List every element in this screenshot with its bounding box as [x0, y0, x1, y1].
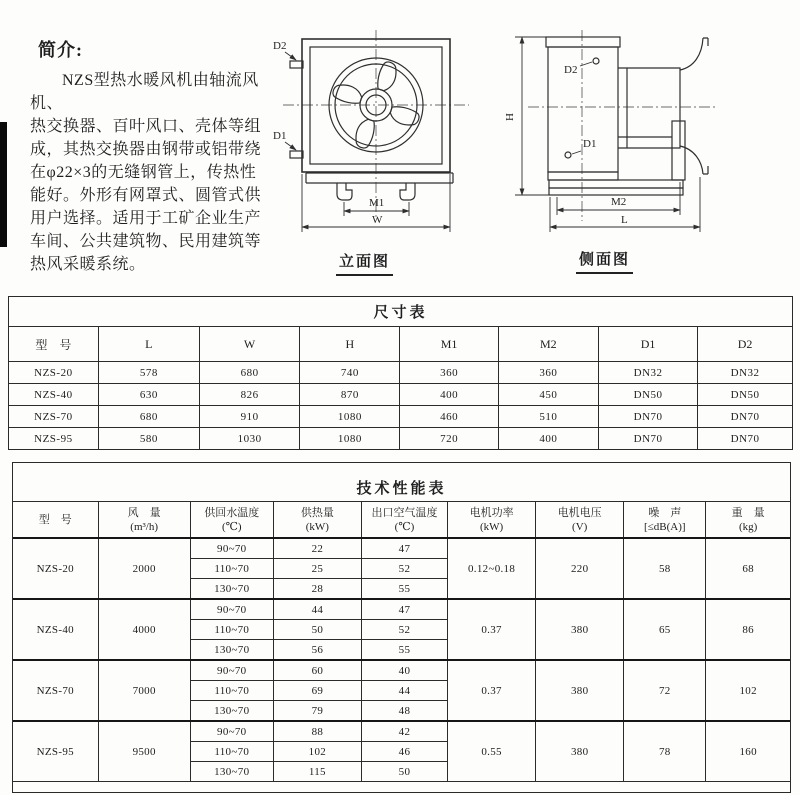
left-foot: [337, 183, 352, 200]
heat-output-cell: 79: [273, 701, 361, 722]
perf-column-header: [13, 502, 98, 539]
label-d1: D1: [583, 138, 597, 150]
label-w: W: [372, 214, 383, 226]
dim-value-cell: 720: [400, 428, 498, 450]
heat-output-cell: 115: [273, 762, 361, 782]
water-temp-cell: 90~70: [190, 660, 273, 681]
side-view-caption: 侧面图: [576, 248, 633, 274]
dim-table-row: [9, 428, 792, 450]
voltage-cell: 380: [536, 599, 624, 660]
dim-value-cell: 360: [400, 362, 498, 384]
perf-header-line1: 电机电压: [557, 506, 602, 519]
dim-value-cell: 580: [98, 428, 199, 450]
unit-body: [546, 37, 708, 195]
dimension-table-section: [8, 296, 793, 450]
perf-column-header: [706, 502, 790, 539]
dim-value-cell: 460: [400, 406, 498, 428]
intro-line-5: 能好。外形有网罩式、圆管式供: [30, 187, 262, 204]
water-temp-cell: 90~70: [190, 721, 273, 742]
noise-cell: 58: [624, 538, 706, 599]
water-temp-cell: 130~70: [190, 762, 273, 782]
perf-table-row: [13, 538, 790, 559]
weight-cell: 102: [706, 660, 790, 721]
performance-table-title: 技术性能表: [356, 481, 447, 497]
voltage-cell: 380: [536, 721, 624, 782]
perf-column-header: [98, 502, 190, 539]
outlet-temp-cell: 44: [361, 681, 447, 701]
perf-header-line1: 风 量: [127, 506, 161, 519]
perf-header-line1: 供回水温度: [204, 506, 260, 519]
perf-header-line1: 重 量: [731, 506, 765, 519]
intro-paragraph: [30, 69, 280, 276]
dim-value-cell: 450: [498, 384, 598, 406]
dim-value-cell: DN32: [698, 362, 792, 384]
right-foot: [400, 183, 415, 200]
noise-cell: 65: [624, 599, 706, 660]
perf-table-body: [13, 538, 790, 782]
perf-column-header: [361, 502, 447, 539]
dim-column-header: D2: [698, 327, 792, 362]
heat-output-cell: 28: [273, 579, 361, 600]
outlet-temp-cell: 40: [361, 660, 447, 681]
model-cell: NZS-70: [9, 406, 98, 428]
scan-artifact: [0, 122, 7, 247]
perf-header-line2: (kW): [479, 520, 504, 533]
motor-power-cell: 0.55: [448, 721, 536, 782]
intro-line-8: 热风采暖系统。: [30, 256, 146, 273]
dim-value-cell: DN32: [598, 362, 697, 384]
dim-value-cell: DN70: [598, 406, 697, 428]
support-bracket: [672, 121, 685, 180]
dim-value-cell: 1080: [300, 428, 400, 450]
heat-output-cell: 50: [273, 620, 361, 640]
dim-value-cell: 1080: [300, 406, 400, 428]
heat-output-cell: 44: [273, 599, 361, 620]
outlet-temp-cell: 48: [361, 701, 447, 722]
intro-line-2: 热交换器、百叶风口、壳体等组: [30, 118, 262, 135]
dim-table-header-row: [9, 327, 792, 362]
performance-table-section: [12, 462, 791, 793]
top-cap: [546, 37, 620, 47]
water-temp-cell: 110~70: [190, 620, 273, 640]
performance-table: [13, 501, 790, 782]
perf-header-line2: [≤dB(A)]: [644, 520, 686, 533]
outlet-temp-cell: 46: [361, 742, 447, 762]
dim-value-cell: 360: [498, 362, 598, 384]
dimension-table-title: 尺寸表: [373, 305, 428, 321]
label-d2: D2: [564, 64, 578, 76]
dim-column-header: 型 号: [9, 327, 98, 362]
heat-output-cell: 56: [273, 640, 361, 661]
airflow-cell: 2000: [98, 538, 190, 599]
fan-housing: [290, 39, 453, 200]
model-cell: NZS-70: [13, 660, 98, 721]
model-cell: NZS-20: [13, 538, 98, 599]
outlet-temp-cell: 47: [361, 538, 447, 559]
perf-column-header: [448, 502, 536, 539]
outlet-temp-cell: 55: [361, 579, 447, 600]
bell-mouth-top: [680, 38, 708, 70]
intro-line-7: 车间、公共建筑物、民用建筑等: [30, 233, 262, 250]
dim-value-cell: DN70: [598, 428, 697, 450]
front-view-drawing: [270, 25, 500, 270]
dim-table-body: [9, 362, 792, 450]
outlet-temp-cell: 47: [361, 599, 447, 620]
dim-table-row: [9, 384, 792, 406]
dim-value-cell: 578: [98, 362, 199, 384]
side-view-drawing: [500, 25, 735, 270]
intro-line-4: 在φ22×3的无缝钢管上，传热性: [30, 164, 257, 181]
motor-power-cell: 0.12~0.18: [448, 538, 536, 599]
dim-column-header: H: [300, 327, 400, 362]
dim-column-header: L: [98, 327, 199, 362]
model-cell: NZS-20: [9, 362, 98, 384]
intro-line-3: 成，其热交换器由钢带或铝带绕: [30, 141, 262, 158]
dim-column-header: D1: [598, 327, 697, 362]
outlet-temp-cell: 52: [361, 620, 447, 640]
dim-value-cell: 740: [300, 362, 400, 384]
perf-column-header: [624, 502, 706, 539]
outlet-temp-cell: 55: [361, 640, 447, 661]
weight-cell: 86: [706, 599, 790, 660]
perf-header-line1: 供热量: [300, 506, 334, 519]
dim-value-cell: DN70: [698, 406, 792, 428]
centerlines: [528, 30, 716, 221]
dim-value-cell: 510: [498, 406, 598, 428]
heat-output-cell: 69: [273, 681, 361, 701]
voltage-cell: 220: [536, 538, 624, 599]
motor-power-cell: 0.37: [448, 599, 536, 660]
dim-value-cell: 910: [199, 406, 299, 428]
dim-value-cell: DN70: [698, 428, 792, 450]
perf-table-row: [13, 599, 790, 620]
dim-value-cell: 400: [498, 428, 598, 450]
base-plate: [549, 180, 683, 188]
intro-section: [30, 36, 280, 276]
airflow-cell: 7000: [98, 660, 190, 721]
pipe-stub-d2: [290, 61, 303, 68]
water-temp-cell: 130~70: [190, 701, 273, 722]
airflow-cell: 9500: [98, 721, 190, 782]
perf-column-header: [190, 502, 273, 539]
label-l: L: [621, 214, 628, 226]
heater-body: [548, 47, 618, 172]
base-plate: [306, 173, 453, 183]
dim-value-cell: 680: [199, 362, 299, 384]
intro-line-1: NZS型热水暖风机由轴流风机、: [30, 72, 259, 112]
label-m2: M2: [611, 196, 627, 208]
model-cell: NZS-40: [9, 384, 98, 406]
water-temp-cell: 90~70: [190, 599, 273, 620]
intro-line-6: 用户选择。适用于工矿企业生产: [30, 210, 262, 227]
model-cell: NZS-95: [9, 428, 98, 450]
dim-value-cell: 630: [98, 384, 199, 406]
dim-value-cell: DN50: [598, 384, 697, 406]
heat-output-cell: 88: [273, 721, 361, 742]
dim-value-cell: DN50: [698, 384, 792, 406]
perf-table-row: [13, 721, 790, 742]
perf-column-header: [273, 502, 361, 539]
perf-table-header-row: [13, 502, 790, 539]
heat-output-cell: 60: [273, 660, 361, 681]
dim-value-cell: 400: [400, 384, 498, 406]
water-temp-cell: 130~70: [190, 640, 273, 661]
dim-value-cell: 870: [300, 384, 400, 406]
perf-column-header: [536, 502, 624, 539]
pipe-stub-d1: [290, 151, 303, 158]
outlet-temp-cell: 50: [361, 762, 447, 782]
heat-output-cell: 102: [273, 742, 361, 762]
dim-column-header: M2: [498, 327, 598, 362]
noise-cell: 72: [624, 660, 706, 721]
water-temp-cell: 130~70: [190, 579, 273, 600]
dim-column-header: W: [199, 327, 299, 362]
dim-table-row: [9, 406, 792, 428]
weight-cell: 160: [706, 721, 790, 782]
dim-value-cell: 826: [199, 384, 299, 406]
dim-table-row: [9, 362, 792, 384]
front-view-caption: 立面图: [336, 250, 393, 276]
motor-power-cell: 0.37: [448, 660, 536, 721]
label-h: H: [504, 113, 516, 121]
voltage-cell: 380: [536, 660, 624, 721]
perf-header-line2: (m³/h): [130, 520, 159, 533]
label-d2: D2: [273, 40, 287, 52]
perf-header-line2: (℃): [221, 520, 242, 533]
weight-cell: 68: [706, 538, 790, 599]
heat-output-cell: 25: [273, 559, 361, 579]
dimension-table: [9, 326, 792, 449]
water-temp-cell: 110~70: [190, 742, 273, 762]
water-temp-cell: 110~70: [190, 559, 273, 579]
perf-header-line2: (V): [572, 520, 588, 533]
perf-header-line1: 噪 声: [648, 506, 682, 519]
dim-value-cell: 1030: [199, 428, 299, 450]
perf-header-line2: (℃): [394, 520, 415, 533]
perf-header-line1: 电机功率: [469, 506, 514, 519]
outlet-temp-cell: 42: [361, 721, 447, 742]
noise-cell: 78: [624, 721, 706, 782]
model-cell: NZS-40: [13, 599, 98, 660]
airflow-cell: 4000: [98, 599, 190, 660]
dim-value-cell: 680: [98, 406, 199, 428]
outlet-temp-cell: 52: [361, 559, 447, 579]
perf-table-row: [13, 660, 790, 681]
bell-mouth-bottom: [680, 146, 708, 174]
label-m1: M1: [369, 197, 385, 209]
perf-header-line2: (kW): [305, 520, 329, 533]
d1-connection-hole: [565, 152, 571, 158]
heat-output-cell: 22: [273, 538, 361, 559]
model-cell: NZS-95: [13, 721, 98, 782]
dim-column-header: M1: [400, 327, 498, 362]
label-d1: D1: [273, 130, 287, 142]
perf-header-line1: 型 号: [38, 513, 72, 526]
water-temp-cell: 90~70: [190, 538, 273, 559]
perf-header-line2: (kg): [739, 520, 758, 533]
d2-connection-hole: [593, 58, 599, 64]
water-temp-cell: 110~70: [190, 681, 273, 701]
perf-header-line1: 出口空气温度: [371, 506, 438, 519]
intro-heading: 简介:: [38, 40, 83, 60]
